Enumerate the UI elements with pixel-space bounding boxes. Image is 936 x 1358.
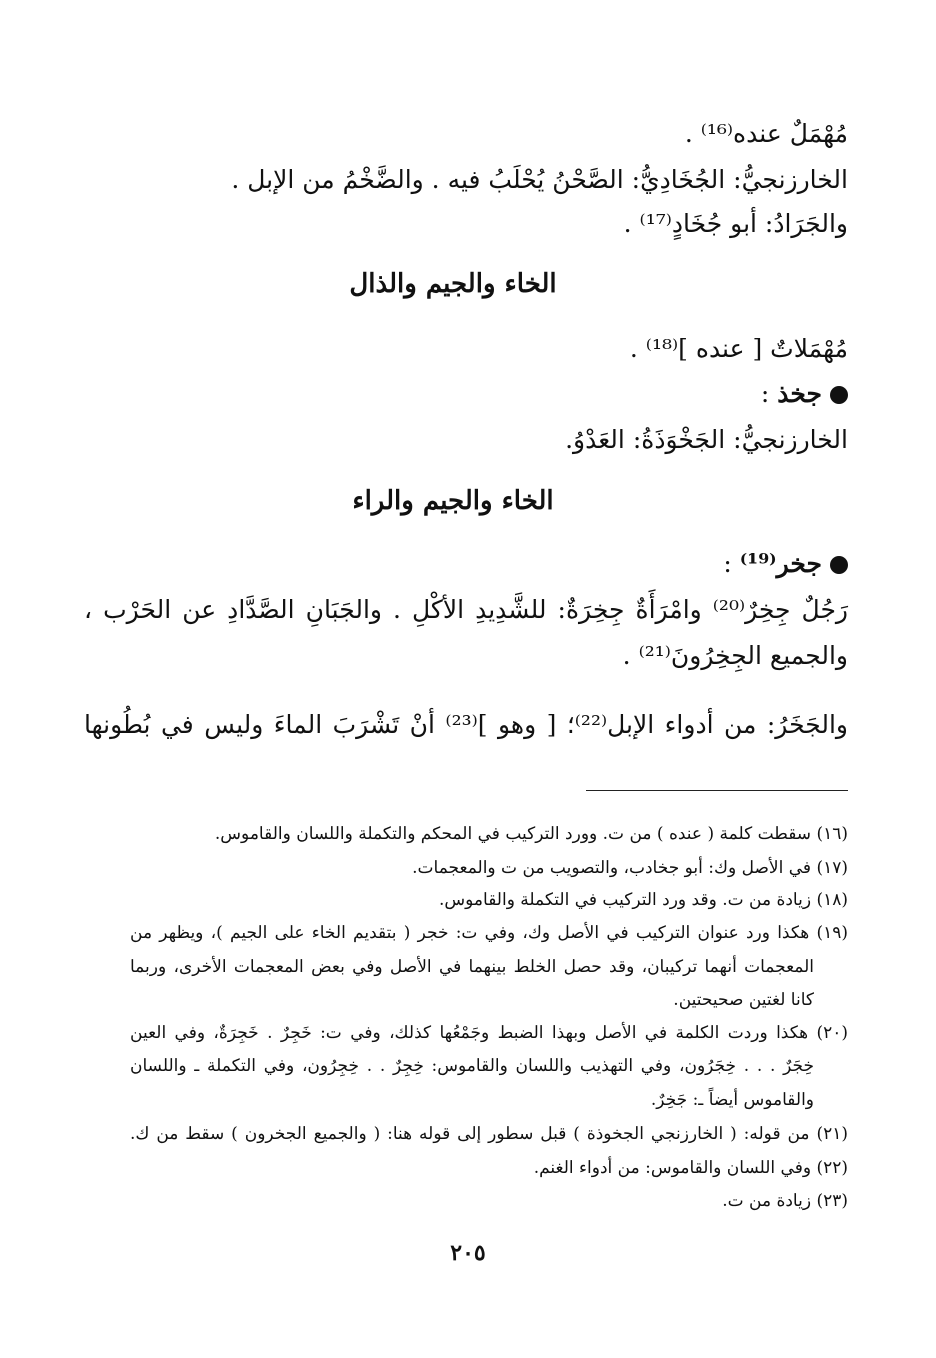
body-line-5: الخارزنجيُّ: الجَخْوَذَةُ: العَدْوُ. xyxy=(565,425,848,454)
footnote-21: (٢١) من قوله: ( الخارزنجي الجخوذة ) قبل سطور إلى قوله هنا: ( والجميع الجخرون ) سقط من ك. xyxy=(130,1124,848,1144)
section-heading-2-text: الخاء والجيم والراء xyxy=(352,486,554,516)
body-line-8: والجَخَرُ: من أدواء الإبل⁽²²⁾؛ [ وهو ]⁽²³⁾ أنْ تَشْرَبَ الماءَ وليس في بُطُونها xyxy=(84,710,848,739)
entry-colon: : xyxy=(723,549,740,578)
page-number: ٢٠٥ xyxy=(450,1240,486,1266)
footnote-20-continued: خِجَرٌ . . . خِجَرُون، وفي التهذيب واللسان والقاموس: خِجِرٌ . . خِجِرُون، وفي التكملة ـ واللسان xyxy=(130,1056,814,1076)
section-heading-1-text: الخاء والجيم والذال xyxy=(349,269,557,299)
footnote-19-continued: المعجمات أنهما تركيبان، وقد حصل الخلط بينهما في الأصل وفي بعض المعجمات الأخرى، وربما xyxy=(130,957,814,977)
entry-line-jkhr xyxy=(723,546,848,582)
footnote-17: (١٧) في الأصل وك: أبو جخادب، والتصويب من ت والمعجمات. xyxy=(412,858,848,878)
entry-root-jkhdh: جخذ xyxy=(777,379,822,408)
bullet-icon xyxy=(830,386,848,404)
body-line-6: رَجُلٌ جِخِرٌ⁽²⁰⁾ وامْرَأَةٌ جِخِرَةٌ: للشَّدِيدِ الأكْلِ . والجَبَانِ الصَّدَّادِ عن الحَرْب ، xyxy=(84,595,848,624)
body-line-3: والجَرَادُ: أبو جُخَادٍ⁽¹⁷⁾ . xyxy=(623,209,848,238)
footnote-20-end: والقاموس أيضاً ـ: جَخِرٌ. xyxy=(650,1090,814,1110)
section-heading-1 xyxy=(0,265,936,303)
footnote-19: (١٩) هكذا ورد عنوان التركيب في الأصل وك، وفي ت: خجر ( بتقديم الخاء على الجيم )، ويظهر من xyxy=(130,923,848,943)
body-line-7: والجميع الجِخِرُونَ⁽²¹⁾ . xyxy=(622,641,848,670)
footnote-20: (٢٠) هكذا وردت الكلمة في الأصل وبهذا الضبط وجَمْعُها كذلك، وفي ت: خَجِرٌ . خَجِرَةٌ، وفي العين xyxy=(130,1023,848,1043)
footnote-18: (١٨) زيادة من ت. وقد ورد التركيب في التكملة والقاموس. xyxy=(438,890,848,910)
bullet-icon xyxy=(830,556,848,574)
footnote-22: (٢٢) وفي اللسان والقاموس: من أدواء الغنم. xyxy=(533,1158,848,1178)
footnote-23: (٢٣) زيادة من ت. xyxy=(722,1191,848,1211)
entry-root-jkhr: جخر⁽¹⁹⁾ xyxy=(739,549,822,578)
entry-line-jkhdh xyxy=(761,376,848,412)
body-line-2: الخارزنجيُّ: الجُخَادِيُّ: الصَّحْنُ يُحْلَبُ فيه . والضَّخْمُ من الإبل . xyxy=(231,165,848,194)
section-heading-2 xyxy=(0,482,936,520)
footnote-separator xyxy=(586,790,848,791)
body-line-4: مُهْمَلاتٌ [ عنده ]⁽¹⁸⁾ . xyxy=(629,334,848,363)
body-line-1: مُهْمَلٌ عنده⁽¹⁶⁾ . xyxy=(684,119,848,148)
footnote-19-end: كانا لغتين صحيحتين. xyxy=(673,990,814,1010)
entry-colon: : xyxy=(760,379,778,408)
footnote-16: (١٦) سقطت كلمة ( عنده ) من ت. وورد التركيب في المحكم والتكملة واللسان والقاموس. xyxy=(214,824,848,844)
